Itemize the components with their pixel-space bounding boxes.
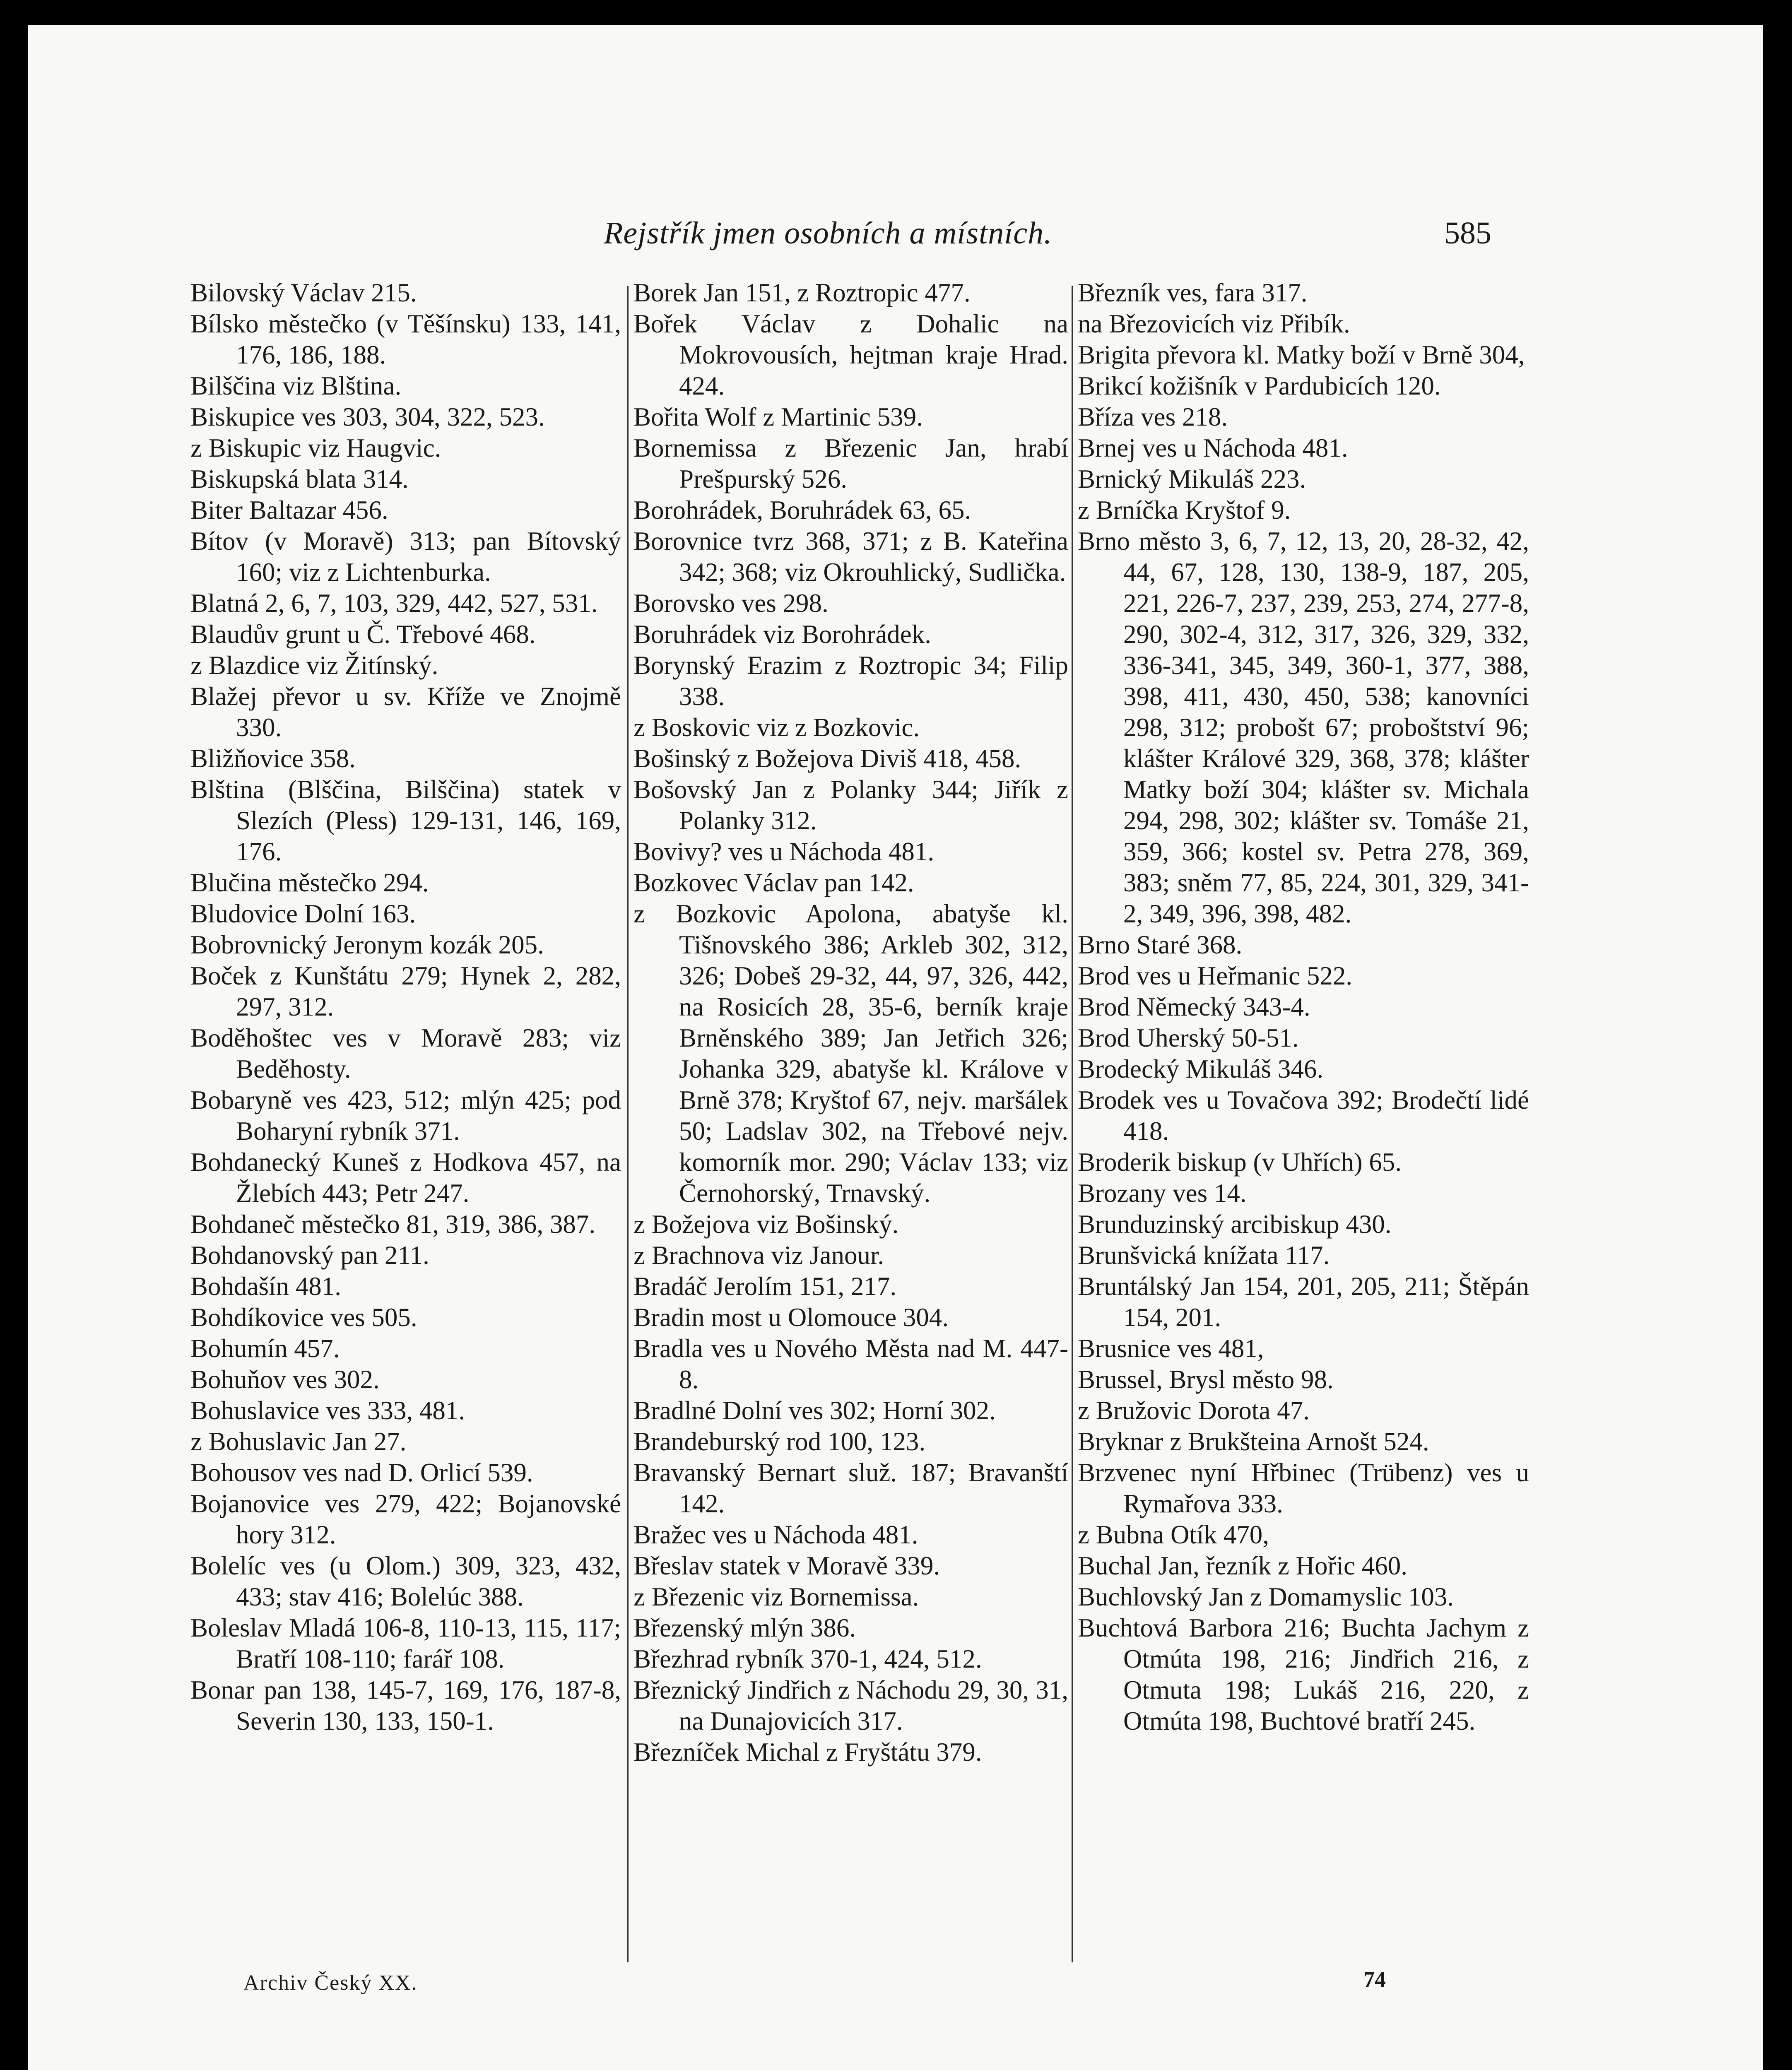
index-entry: Bohuslavice ves 333, 481. — [190, 1396, 465, 1425]
index-entry: Borovnice tvrz 368, 371; z B. Kateřina 342; 368; viz Okrouhlický, Sudlička. — [633, 527, 1068, 587]
index-entry: Brno Staré 368. — [1078, 930, 1243, 959]
index-column-3 — [1078, 277, 1529, 1737]
index-entry: Buchlovský Jan z Domamyslic 103. — [1078, 1582, 1454, 1611]
index-entry: Bilovský Václav 215. — [190, 278, 417, 307]
index-entry: Březnický Jindřich z Náchodu 29, 30, 31, na Dunajovicích 317. — [633, 1675, 1068, 1735]
index-entry: Blatná 2, 6, 7, 103, 329, 442, 527, 531. — [190, 589, 598, 618]
index-entry: Bražec ves u Náchoda 481. — [633, 1520, 918, 1549]
index-entry: Březhrad rybník 370-1, 424, 512. — [633, 1644, 982, 1673]
index-entry: z Bohuslavic Jan 27. — [190, 1427, 407, 1456]
index-entry: Blažej převor u sv. Kříže ve Znojmě 330. — [190, 682, 621, 742]
signature-mark: Archiv Český XX. — [243, 1971, 418, 1995]
index-entry: Brodek ves u Tovačova 392; Brodečtí lidé 418. — [1078, 1086, 1529, 1146]
index-entry: Bobrovnický Jeronym kozák 205. — [190, 930, 544, 959]
index-entry: Broderik biskup (v Uhřích) 65. — [1078, 1148, 1402, 1177]
index-entry: Bítov (v Moravě) 313; pan Bítovský 160; viz z Lichtenburka. — [190, 527, 621, 587]
index-entry: Brzvenec nyní Hřbinec (Trübenz) ves u Rymařova 333. — [1078, 1458, 1529, 1518]
column-divider — [1072, 286, 1073, 1962]
index-entry: Boděhoštec ves v Moravě 283; viz Beděhosty. — [190, 1023, 621, 1083]
index-entry: z Boskovic viz z Bozkovic. — [633, 713, 920, 742]
index-entry: z Biskupic viz Haugvic. — [190, 433, 441, 462]
index-entry: Březníček Michal z Fryštátu 379. — [633, 1738, 982, 1767]
index-entry: Brnický Mikuláš 223. — [1078, 465, 1306, 493]
index-entry: Brussel, Brysl město 98. — [1078, 1365, 1334, 1394]
column-divider — [627, 286, 629, 1962]
index-entry: Bořita Wolf z Martinic 539. — [633, 402, 923, 431]
index-entry: z Bubna Otík 470, — [1078, 1520, 1269, 1549]
page-number: 585 — [1444, 216, 1491, 250]
index-entry: Borohrádek, Boruhrádek 63, 65. — [633, 496, 971, 525]
index-entry: Bohdanecký Kuneš z Hodkova 457, na Žlebích 443; Petr 247. — [190, 1148, 621, 1208]
index-entry: Bohdašín 481. — [190, 1272, 342, 1301]
index-entry: Boleslav Mladá 106-8, 110-13, 115, 117; Bratří 108-110; farář 108. — [190, 1613, 621, 1673]
index-entry: Biskupská blata 314. — [190, 465, 409, 493]
index-entry: Břeslav statek v Moravě 339. — [633, 1551, 940, 1580]
index-entry: Bohumín 457. — [190, 1334, 340, 1363]
index-entry: Březník ves, fara 317. — [1078, 278, 1308, 307]
index-entry: Brigita převora kl. Matky boží v Brně 304, — [1078, 340, 1525, 369]
index-entry: z Blazdice viz Žitínský. — [190, 651, 438, 680]
index-entry: Bradlné Dolní ves 302; Horní 302. — [633, 1396, 996, 1425]
index-entry: Bornemissa z Březenic Jan, hrabí Prešpurský 526. — [633, 433, 1068, 493]
index-entry: Bludovice Dolní 163. — [190, 899, 416, 928]
index-entry: Březenský mlýn 386. — [633, 1613, 856, 1642]
index-entry: Bravanský Bernart služ. 187; Bravanští 142. — [633, 1458, 1068, 1518]
index-entry: Brod Uherský 50-51. — [1078, 1023, 1299, 1052]
index-entry: Blština (Blščina, Bilščina) statek v Slezích (Pless) 129-131, 146, 169, 176. — [190, 775, 621, 866]
index-entry: z Božejova viz Bošinský. — [633, 1210, 899, 1239]
index-entry: Buchtová Barbora 216; Buchta Jachym z Otmúta 198, 216; Jindřich 216, z Otmuta 198; Lukáš 216, 220, z Otmúta 198, Buchtové bratří 245. — [1078, 1613, 1529, 1735]
index-entry: Bližňovice 358. — [190, 744, 356, 773]
index-entry: Borovsko ves 298. — [633, 589, 829, 618]
index-entry: Brunšvická knížata 117. — [1078, 1241, 1330, 1270]
index-entry: Blučina městečko 294. — [190, 868, 429, 897]
index-entry: Bošinský z Božejova Diviš 418, 458. — [633, 744, 1021, 773]
index-entry: Bovivy? ves u Náchoda 481. — [633, 837, 935, 866]
page — [28, 25, 1763, 2070]
index-entry: Bošovský Jan z Polanky 344; Jiřík z Polanky 312. — [633, 775, 1068, 835]
index-entry: Brodecký Mikuláš 346. — [1078, 1054, 1324, 1083]
index-entry: Brikcí kožišník v Pardubicích 120. — [1078, 371, 1441, 400]
index-entry: Bolelíc ves (u Olom.) 309, 323, 432, 433; stav 416; Bolelúc 388. — [190, 1551, 621, 1611]
index-entry: Bobaryně ves 423, 512; mlýn 425; pod Boharyní rybník 371. — [190, 1086, 621, 1146]
index-entry: Brandeburský rod 100, 123. — [633, 1427, 926, 1456]
index-entry: Bohdíkovice ves 505. — [190, 1303, 417, 1332]
index-entry: Bruntálský Jan 154, 201, 205, 211; Štěpán 154, 201. — [1078, 1272, 1529, 1332]
index-entry: Bradin most u Olomouce 304. — [633, 1303, 949, 1332]
index-entry: z Bozkovic Apolona, abatyše kl. Tišnovského 386; Arkleb 302, 312, 326; Dobeš 29-32, 44, 97, 326, 442, na Rosicích 28, 35-6, berník kraje Brněnského 389; Jan Jetřich 326; Johanka 329, abatyše kl. Králove v Brně 378; Kryštof 67, nejv. maršálek 50; Ladslav 302, na Třebové nejv. komorník mor. 290; Václav 133; viz Černohorský, Trnavský. — [633, 899, 1068, 1208]
index-entry: z Bružovic Dorota 47. — [1078, 1396, 1310, 1425]
index-entry: Boček z Kunštátu 279; Hynek 2, 282, 297, 312. — [190, 961, 621, 1021]
index-entry: Brozany ves 14. — [1078, 1179, 1247, 1208]
index-entry: Brusnice ves 481, — [1078, 1334, 1264, 1363]
index-entry: z Březenic viz Bornemissa. — [633, 1582, 919, 1611]
index-entry: Brod Německý 343-4. — [1078, 992, 1310, 1021]
index-entry: Bříza ves 218. — [1078, 402, 1228, 431]
index-entry: na Březovicích viz Přibík. — [1078, 309, 1350, 338]
index-entry: Bohousov ves nad D. Orlicí 539. — [190, 1458, 533, 1487]
index-entry: Bryknar z Brukšteina Arnošt 524. — [1078, 1427, 1429, 1456]
header-title: Rejstřík jmen osobních a místních. — [604, 216, 1053, 250]
index-entry: Bozkovec Václav pan 142. — [633, 868, 914, 897]
index-entry: Bradla ves u Nového Města nad M. 447-8. — [633, 1334, 1068, 1394]
index-entry: Bílsko městečko (v Těšínsku) 133, 141, 176, 186, 188. — [190, 309, 621, 369]
index-entry: Brod ves u Heřmanic 522. — [1078, 961, 1353, 990]
index-entry: Bohuňov ves 302. — [190, 1365, 380, 1394]
index-entry: z Brachnova viz Janour. — [633, 1241, 884, 1270]
sheet-number: 74 — [1363, 1967, 1386, 1992]
index-column-2 — [633, 277, 1068, 1768]
index-entry: Blaudův grunt u Č. Třebové 468. — [190, 620, 536, 649]
index-entry: Brnej ves u Náchoda 481. — [1078, 433, 1348, 462]
index-entry: Bohdanovský pan 211. — [190, 1241, 429, 1270]
index-entry: Bradáč Jerolím 151, 217. — [633, 1272, 897, 1301]
index-entry: Bohdaneč městečko 81, 319, 386, 387. — [190, 1210, 596, 1239]
index-entry: Bořek Václav z Dohalic na Mokrovousích, hejtman kraje Hrad. 424. — [633, 309, 1068, 400]
index-entry: Borynský Erazim z Roztropic 34; Filip 338. — [633, 651, 1068, 711]
index-entry: Boruhrádek viz Borohrádek. — [633, 620, 932, 649]
index-entry: z Brníčka Kryštof 9. — [1078, 496, 1291, 525]
index-entry: Bojanovice ves 279, 422; Bojanovské hory 312. — [190, 1489, 621, 1549]
index-entry: Brno město 3, 6, 7, 12, 13, 20, 28-32, 42, 44, 67, 128, 130, 138-9, 187, 205, 221, 226-7, 237, 239, 253, 274, 277-8, 290, 302-4, 312, 317, 326, 329, 332, 336-341, 345, 349, 360-1, 377, 388, 398, 411, 430, 450, 538; kanovníci 298, 312; probošt 67; proboštství 96; klášter Králové 329, 368, 378; klášter Matky boží 304; klášter sv. Michala 294, 298, 302; klášter sv. Tomáše 21, 359, 366; kostel sv. Petra 278, 369, 383; sněm 77, 85, 224, 301, 329, 341-2, 349, 396, 398, 482. — [1078, 527, 1529, 928]
running-header — [28, 203, 1763, 261]
index-entry: Bilščina viz Blština. — [190, 371, 402, 400]
index-entry: Biskupice ves 303, 304, 322, 523. — [190, 402, 545, 431]
index-entry: Brunduzinský arcibiskup 430. — [1078, 1210, 1392, 1239]
index-column-1 — [190, 277, 621, 1737]
index-entry: Biter Baltazar 456. — [190, 496, 388, 525]
index-entry: Bonar pan 138, 145-7, 169, 176, 187-8, Severin 130, 133, 150-1. — [190, 1675, 621, 1735]
index-entry: Borek Jan 151, z Roztropic 477. — [633, 278, 971, 307]
index-entry: Buchal Jan, řezník z Hořic 460. — [1078, 1551, 1407, 1580]
